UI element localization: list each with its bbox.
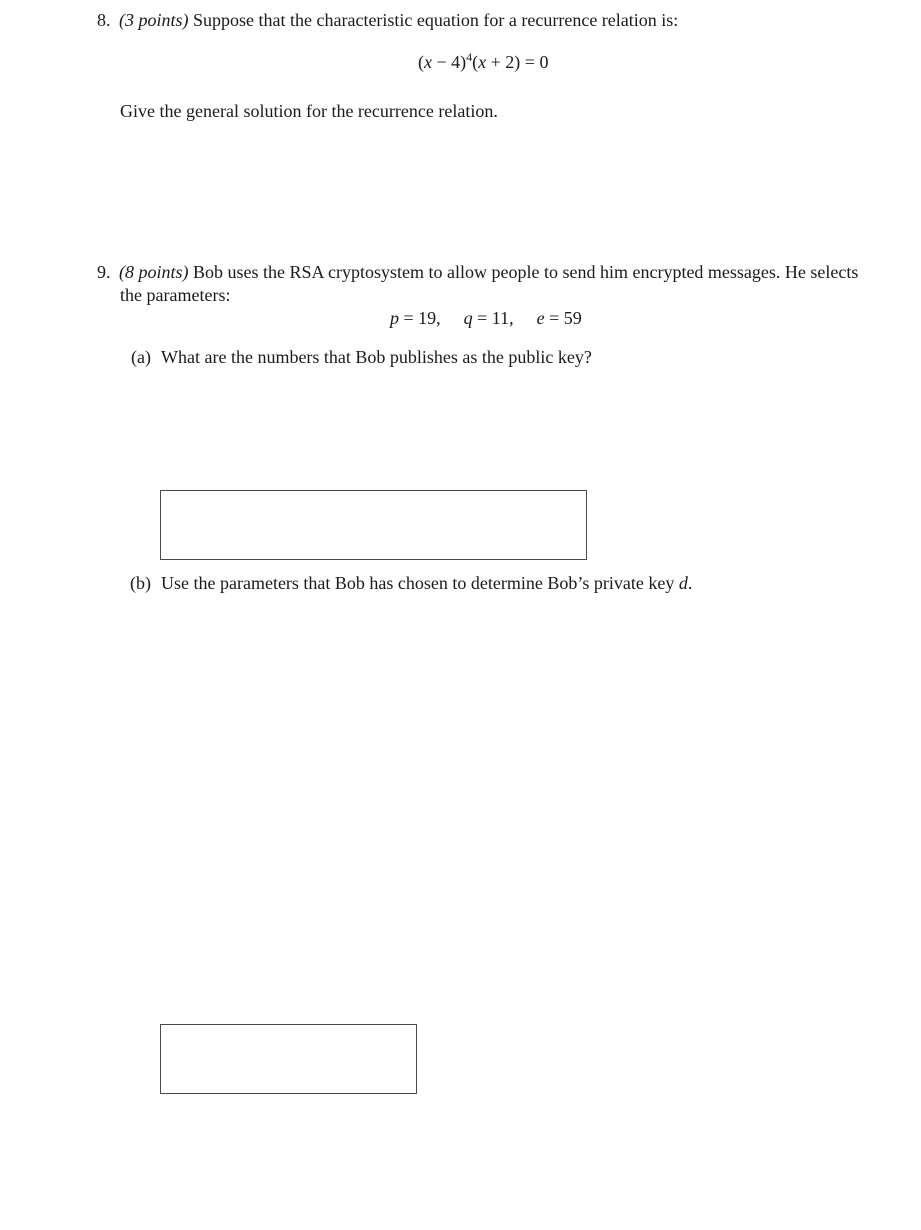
q9-points: (8 points) bbox=[119, 262, 189, 282]
q9-text bbox=[119, 262, 858, 283]
q9b-label: (b) bbox=[130, 573, 151, 593]
q9-number: 9. bbox=[97, 262, 111, 282]
q8-prompt: Suppose that the characteristic equation for a recurrence relation is: bbox=[193, 10, 679, 30]
q9a-answer-box[interactable] bbox=[160, 490, 587, 560]
q8-instruction: Give the general solution for the recurrence relation. bbox=[120, 101, 498, 121]
q9-parameters: p = 19, q = 11, e = 59 bbox=[390, 308, 582, 328]
q8-equation: $(x - 4)^4(x + 2) = 0$ bbox=[418, 50, 549, 72]
q9-prompt-line1: Bob uses the RSA cryptosystem to allow people to send him encrypted messages. He selects bbox=[193, 262, 859, 282]
q9b-text: Use the parameters that Bob has chosen to determine Bob’s private key d. bbox=[161, 573, 693, 593]
q9-prompt-line2: the parameters: bbox=[120, 285, 231, 305]
q9a-text: What are the numbers that Bob publishes as the public key? bbox=[161, 347, 592, 367]
q9a-label: (a) bbox=[131, 347, 151, 367]
q8-text bbox=[119, 10, 678, 31]
q8-number: 8. bbox=[97, 10, 111, 30]
q8-points: (3 points) bbox=[119, 10, 189, 30]
q9b-answer-box[interactable] bbox=[160, 1024, 417, 1094]
